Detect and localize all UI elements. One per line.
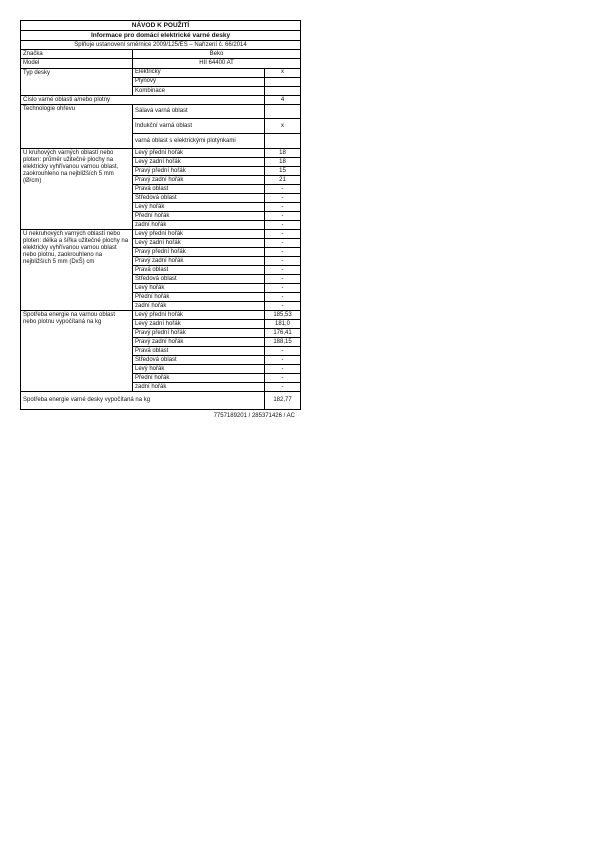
brand-label: Značka [21, 50, 133, 59]
product-info-sheet [20, 20, 300, 419]
nonround-zones-item-label: zadní hořák [133, 302, 265, 311]
model-value: HII 64400 AT [133, 59, 301, 68]
nonround-zones-item-value: - [265, 302, 301, 311]
hob-type-item-label: Kombinace [133, 86, 265, 95]
energy-zones-item-value: 181,0 [265, 320, 301, 329]
round-zones-item-label: zadní hořák [133, 221, 265, 230]
energy-zones-item-value: 185,53 [265, 311, 301, 320]
energy-zones-row [21, 311, 301, 320]
hob-type-item-label: Plynový [133, 77, 265, 86]
round-zones-item-label: Přední hořák [133, 212, 265, 221]
nonround-zones-item-value: - [265, 257, 301, 266]
nonround-zones-item-label: Levý zadní hořák [133, 239, 265, 248]
total-energy-value: 182,77 [265, 392, 301, 410]
round-zones-item-label: Středová oblast [133, 194, 265, 203]
round-zones-item-label: Levý hořák [133, 203, 265, 212]
total-energy-row [21, 392, 301, 410]
heating-tech-item-value [265, 105, 301, 119]
hob-type-item-value [265, 77, 301, 86]
round-zones-item-value: - [265, 221, 301, 230]
hob-type-item-value: x [265, 68, 301, 77]
round-zones-item-label: Pravý zadní hořák [133, 176, 265, 185]
nonround-zones-label: U nekruhových varných oblastí nebo ploten: délka a šířka užitečné plochy na elektricky vyhřívanou varnou oblast nebo plotnu, zaokrouhleno na nejbližších 5 mm (DxŠ) cm [21, 230, 133, 311]
zones-count-label: Číslo varné oblasti a/nebo plotny [21, 96, 265, 105]
round-zones-item-value: - [265, 185, 301, 194]
zones-count-value: 4 [265, 96, 301, 105]
energy-zones-item-label: Přední hořák [133, 374, 265, 383]
energy-zones-label: Spotřeba energie na varnou oblast nebo plotnu vypočítaná na kg [21, 311, 133, 392]
energy-zones-item-value: - [265, 347, 301, 356]
hob-type-row [21, 68, 301, 77]
round-zones-item-value: - [265, 212, 301, 221]
energy-zones-item-value: 176,41 [265, 329, 301, 338]
nonround-zones-item-value: - [265, 230, 301, 239]
nonround-zones-item-label: Pravá oblast [133, 266, 265, 275]
energy-zones-item-label: Levý zadní hořák [133, 320, 265, 329]
hob-type-item-label: Elektrický [133, 68, 265, 77]
model-label: Model [21, 59, 133, 68]
heating-tech-item-value: x [265, 119, 301, 134]
energy-zones-item-value: 188,15 [265, 338, 301, 347]
round-zones-item-value: - [265, 203, 301, 212]
nonround-zones-item-label: Středová oblast [133, 275, 265, 284]
total-energy-label: Spotřeba energie varné desky vypočítaná na kg [21, 392, 265, 410]
info-table [20, 20, 301, 410]
heating-tech-item-label: Sálavá varná oblast [133, 105, 265, 119]
heating-tech-item-label: varná oblast s elektrickými plotýnkami [133, 134, 265, 149]
energy-zones-item-value: - [265, 356, 301, 365]
energy-zones-item-label: Pravá oblast [133, 347, 265, 356]
heating-tech-item-value [265, 134, 301, 149]
nonround-zones-item-label: Levý přední hořák [133, 230, 265, 239]
hob-type-label: Typ desky [21, 68, 133, 96]
doc-title: NÁVOD K POUŽITÍ [21, 21, 301, 31]
nonround-zones-item-label: Přední hořák [133, 293, 265, 302]
heating-tech-item-label: Indukční varná oblast [133, 119, 265, 134]
energy-zones-item-value: - [265, 383, 301, 392]
footer-code: 7757189201 / 285371426 / AC [213, 413, 295, 420]
round-zones-item-label: Pravá oblast [133, 185, 265, 194]
energy-zones-item-label: Pravý zadní hořák [133, 338, 265, 347]
nonround-zones-item-value: - [265, 266, 301, 275]
energy-zones-item-value: - [265, 365, 301, 374]
heating-tech-row [21, 105, 301, 119]
nonround-zones-item-value: - [265, 248, 301, 257]
energy-zones-item-label: Středová oblast [133, 356, 265, 365]
round-zones-item-value: 18 [265, 149, 301, 158]
nonround-zones-item-value: - [265, 239, 301, 248]
brand-value: Beko [133, 50, 301, 59]
round-zones-label: U kruhových varných oblastí nebo ploten: průměr užitečné plochy na elektricky vyhřívanou varnou oblast, zaokrouhleno na nejbližších 5 mm (Ø/cm) [21, 149, 133, 230]
hob-type-item-value [265, 86, 301, 95]
energy-zones-item-label: Pravý přední hořák [133, 329, 265, 338]
round-zones-row [21, 149, 301, 158]
energy-zones-item-label: zadní hořák [133, 383, 265, 392]
zones-count-row [21, 96, 301, 105]
round-zones-item-value: 15 [265, 167, 301, 176]
round-zones-item-label: Levý přední hořák [133, 149, 265, 158]
nonround-zones-item-label: Pravý zadní hořák [133, 257, 265, 266]
regulation-text: Splňuje ustanovení směrnice 2009/125/ES – Nařízení č. 66/2014 [21, 41, 301, 50]
nonround-zones-item-value: - [265, 284, 301, 293]
round-zones-item-value: 21 [265, 176, 301, 185]
energy-zones-item-label: Levý hořák [133, 365, 265, 374]
doc-subtitle: Informace pro domácí elektrické varné desky [21, 31, 301, 41]
nonround-zones-item-label: Pravý přední hořák [133, 248, 265, 257]
nonround-zones-item-value: - [265, 275, 301, 284]
heating-tech-label: Technologie ohřevu [21, 105, 133, 149]
energy-zones-item-label: Levý přední hořák [133, 311, 265, 320]
nonround-zones-item-label: Levý hořák [133, 284, 265, 293]
round-zones-item-value: 18 [265, 158, 301, 167]
round-zones-item-label: Pravý přední hořák [133, 167, 265, 176]
round-zones-item-label: Levý zadní hořák [133, 158, 265, 167]
nonround-zones-item-value: - [265, 293, 301, 302]
energy-zones-item-value: - [265, 374, 301, 383]
nonround-zones-row [21, 230, 301, 239]
round-zones-item-value: - [265, 194, 301, 203]
